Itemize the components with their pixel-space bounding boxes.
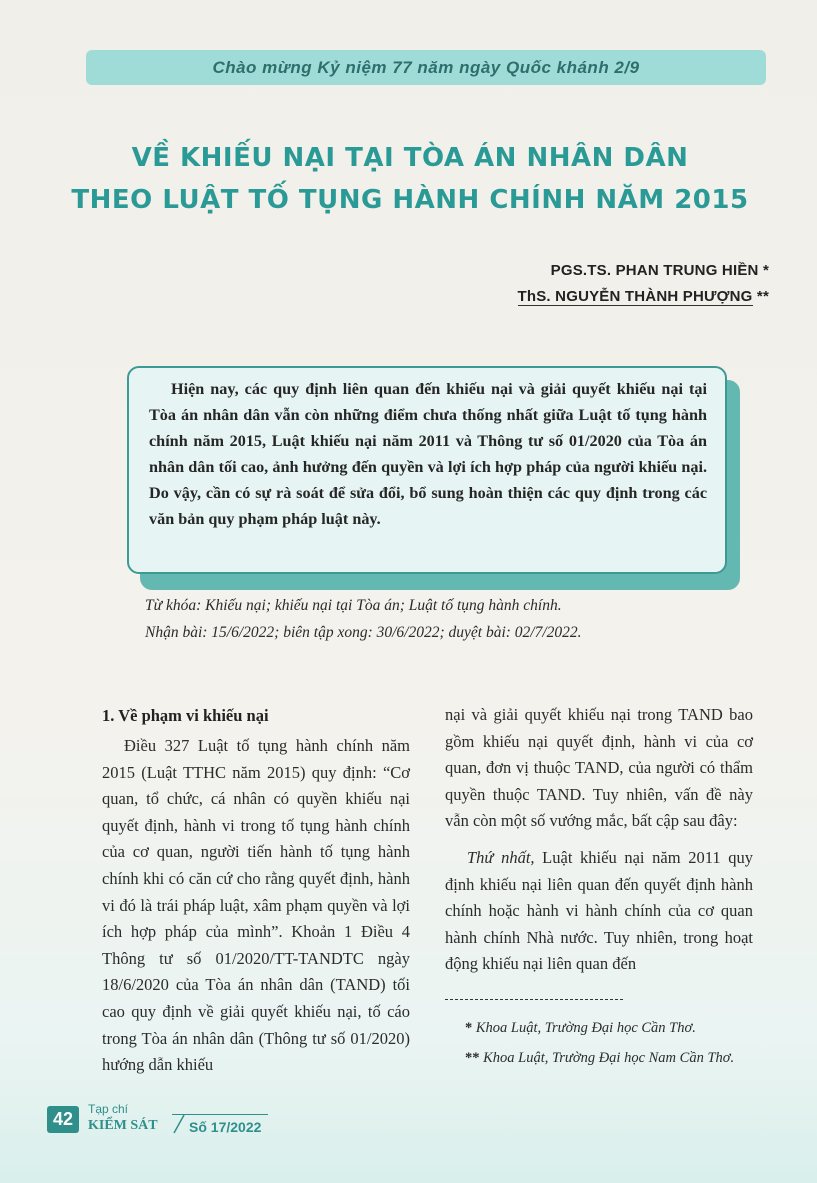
footnote-divider	[445, 999, 623, 1000]
slash-divider-icon	[172, 1113, 186, 1135]
banner-text: Chào mừng Kỷ niệm 77 năm ngày Quốc khánh 2/9	[212, 57, 640, 77]
body-column-right	[445, 702, 753, 978]
author-1	[551, 262, 769, 279]
abstract-text: Hiện nay, các quy định liên quan đến khiếu nại và giải quyết khiếu nại tại Tòa án nhân dân vẫn còn những điểm chưa thống nhất giữa Luật tố tụng hành chính năm 2015, Luật khiếu nại năm 2011 và Thông tư số 01/2020 của Tòa án nhân dân tối cao, ảnh hưởng đến quyền và lợi ích hợp pháp của người khiếu nại. Do vậy, cần có sự rà soát để sửa đổi, bổ sung hoàn thiện các quy định trong các văn bản quy phạm pháp luật này.	[149, 380, 707, 528]
footnote-1	[465, 1020, 696, 1037]
body-paragraph: Điều 327 Luật tố tụng hành chính năm 2015 (Luật TTHC năm 2015) quy định: “Cơ quan, tổ chức, cá nhân có quyền khiếu nại quyết định, hành vi trong tố tụng hành chính của cơ quan, người tiến hành tố tụng hành chính khi có căn cứ cho rằng quyết định, hành vi đó là trái pháp luật, xâm phạm quyền và lợi ích hợp pháp của mình”. Khoản 1 Điều 4 Thông tư số 01/2020/TT-TANDTC ngày 18/6/2020 của Tòa án nhân dân (TAND) tối cao quy định về giải quyết khiếu nại, tố cáo trong Tòa án nhân dân (Thông tư số 01/2020) hướng dẫn khiếu	[102, 736, 410, 1075]
author-mark: *	[762, 262, 769, 279]
page-number: 42	[47, 1106, 79, 1133]
author-2	[518, 288, 770, 305]
abstract-box	[127, 366, 727, 574]
author-name: ThS. NGUYỄN THÀNH PHƯỢNG	[517, 288, 753, 305]
footnote-mark: *	[465, 1020, 473, 1036]
keywords: Từ khóa: Khiếu nại; khiếu nại tại Tòa án; Luật tố tụng hành chính.	[145, 597, 562, 614]
issue-number: Số 17/2022	[189, 1119, 262, 1135]
author-name: PGS.TS. PHAN TRUNG HIỀN	[550, 262, 759, 279]
author-mark: **	[756, 288, 769, 305]
body-paragraph	[445, 845, 753, 978]
article-title-line-1: VỀ KHIẾU NẠI TẠI TÒA ÁN NHÂN DÂN	[131, 143, 689, 173]
body-column-left	[102, 702, 410, 1079]
magazine-name: KIỂM SÁT	[88, 1118, 158, 1133]
header-banner	[86, 50, 766, 85]
issue-rule	[172, 1114, 268, 1115]
footnote-text: Khoa Luật, Trường Đại học Nam Cần Thơ.	[483, 1050, 735, 1066]
footnote-mark: **	[465, 1050, 480, 1066]
section-heading: 1. Về phạm vi khiếu nại	[102, 706, 269, 725]
body-paragraph: nại và giải quyết khiếu nại trong TAND bao gồm khiếu nại quyết định, hành vi của cơ quan, đơn vị thuộc TAND, của người có thẩm quyền thuộc TAND. Tuy nhiên, vấn đề này vẫn còn một số vướng mắc, bất cập sau đây:	[445, 705, 753, 831]
footnote-text: Khoa Luật, Trường Đại học Cần Thơ.	[475, 1020, 696, 1036]
emphasis-lead: Thứ nhất,	[467, 847, 535, 867]
body-paragraph-text: Luật khiếu nại năm 2011 quy định khiếu nại liên quan đến quyết định hành chính hoặc hành vi hành chính của cơ quan hành chính Nhà nước. Tuy nhiên, trong hoạt động khiếu nại liên quan đến	[445, 847, 753, 974]
submission-dates: Nhận bài: 15/6/2022; biên tập xong: 30/6/2022; duyệt bài: 02/7/2022.	[145, 624, 582, 641]
footnote-2	[465, 1050, 734, 1067]
article-title-line-2: THEO LUẬT TỐ TỤNG HÀNH CHÍNH NĂM 2015	[71, 185, 749, 215]
magazine-label: Tạp chí	[88, 1102, 129, 1116]
